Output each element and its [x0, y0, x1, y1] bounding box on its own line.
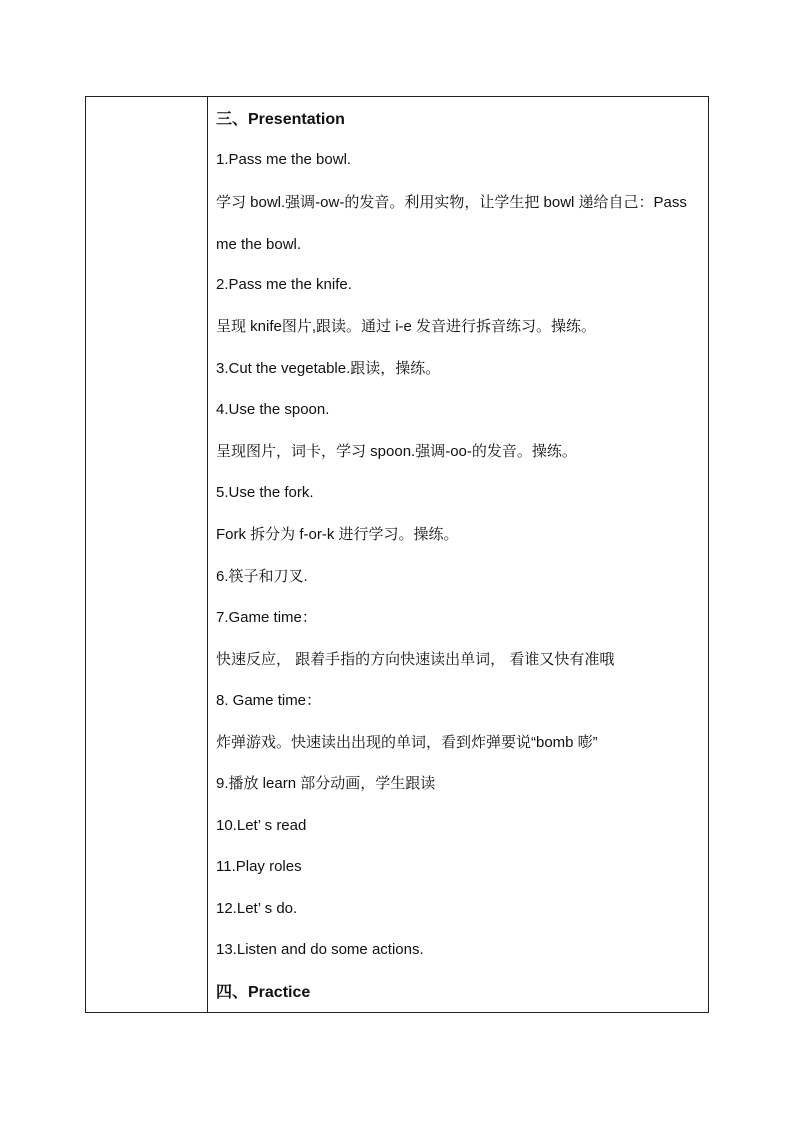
step-1-title: 1.Pass me the bowl.: [216, 151, 352, 168]
step-12-title: 12.Let’ s do.: [216, 900, 298, 917]
step-7-detail: 快速反应， 跟着手指的方向快速读出单词， 看谁又快有准哦: [216, 651, 615, 668]
step-3-title: 3.Cut the vegetable.跟读，操练。: [216, 360, 441, 377]
section-4-heading: 四、Practice: [216, 984, 311, 1001]
step-7-title: 7.Game time：: [216, 609, 317, 626]
step-6-title: 6.筷子和刀叉.: [216, 568, 308, 585]
step-8-detail: 炸弹游戏。快速读出出现的单词，看到炸弹要说“bomb 嘭”: [216, 734, 598, 751]
step-10-title: 10.Let’ s read: [216, 817, 307, 834]
left-column-cell: [86, 97, 208, 1012]
step-4-detail: 呈现图片，词卡，学习 spoon.强调-oo-的发音。操练。: [216, 443, 577, 460]
step-8-title: 8. Game time：: [216, 692, 322, 709]
step-11-title: 11.Play roles: [216, 858, 302, 875]
step-4-title: 4.Use the spoon.: [216, 401, 330, 418]
step-13-title: 13.Listen and do some actions.: [216, 941, 424, 958]
step-2-title: 2.Pass me the knife.: [216, 276, 352, 293]
right-column-cell: [209, 97, 708, 1012]
step-9-title: 9.播放 learn 部分动画，学生跟读: [216, 775, 436, 792]
step-2-detail: 呈现 knife图片,跟读。通过 i-e 发音进行拆音练习。操练。: [216, 318, 597, 335]
step-5-detail: Fork 拆分为 f-or-k 进行学习。操练。: [216, 526, 459, 543]
step-5-title: 5.Use the fork.: [216, 484, 314, 501]
section-3-heading: 三、Presentation: [216, 111, 345, 128]
lesson-table: [85, 96, 709, 1013]
step-1-detail: 学习 bowl.强调-ow-的发音。利用实物，让学生把 bowl 递给自己：Pass me the bowl.: [216, 194, 687, 253]
